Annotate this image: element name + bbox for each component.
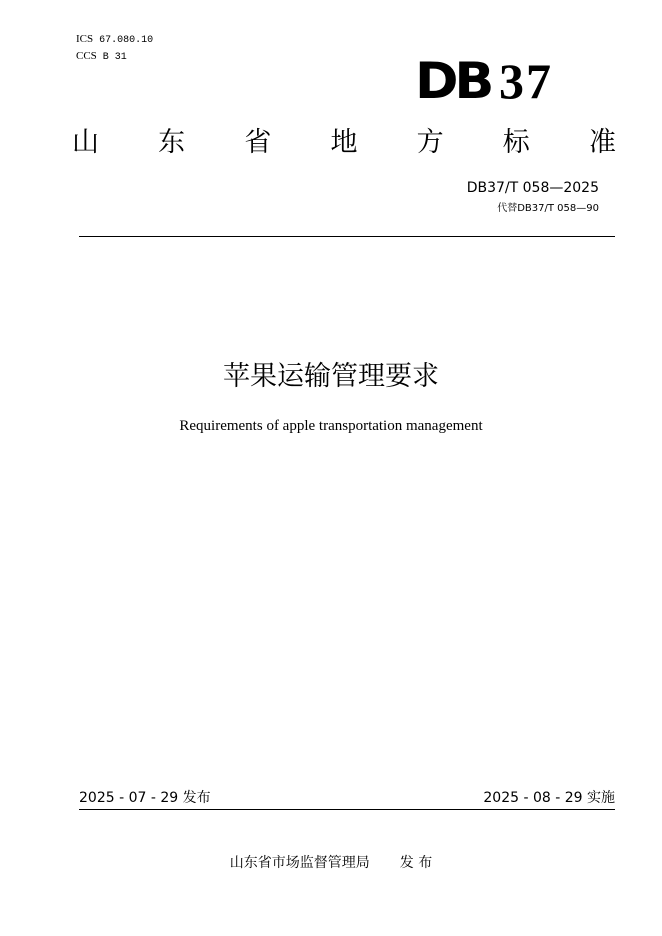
ccs-label: CCS — [76, 50, 97, 62]
province-char: 省 — [244, 127, 272, 158]
ics-label: ICS — [76, 33, 94, 45]
province-char: 方 — [416, 127, 444, 158]
publish-date: 2025 - 07 - 29 发布 — [79, 790, 211, 806]
db37-logo — [415, 52, 567, 110]
top-divider — [79, 236, 615, 237]
logo-db-text: DB — [415, 52, 491, 110]
ics-line — [76, 32, 153, 48]
ccs-line — [76, 49, 127, 65]
document-title-en: Requirements of apple transportation management — [179, 418, 483, 434]
province-standard-title — [72, 126, 616, 160]
implement-date: 2025 - 08 - 29 实施 — [483, 790, 615, 806]
province-char: 地 — [330, 127, 358, 158]
document-title-cn: 苹果运输管理要求 — [223, 361, 439, 392]
logo-number-text: 37 — [499, 53, 553, 109]
issuer-line — [0, 853, 662, 873]
province-char: 标 — [502, 127, 530, 158]
replaces-standard: 代替DB37/T 058—90 — [497, 203, 599, 214]
ccs-code: B 31 — [102, 52, 127, 63]
standard-number: DB37/T 058—2025 — [466, 180, 599, 196]
ics-code: 67.080.10 — [99, 35, 154, 46]
province-char: 山 — [72, 127, 99, 158]
province-char: 准 — [588, 127, 616, 158]
issuer-action: 发 布 — [399, 855, 433, 871]
issuer-name: 山东省市场监督管理局 — [229, 855, 370, 871]
bottom-divider — [79, 809, 615, 810]
province-char: 东 — [158, 127, 186, 158]
